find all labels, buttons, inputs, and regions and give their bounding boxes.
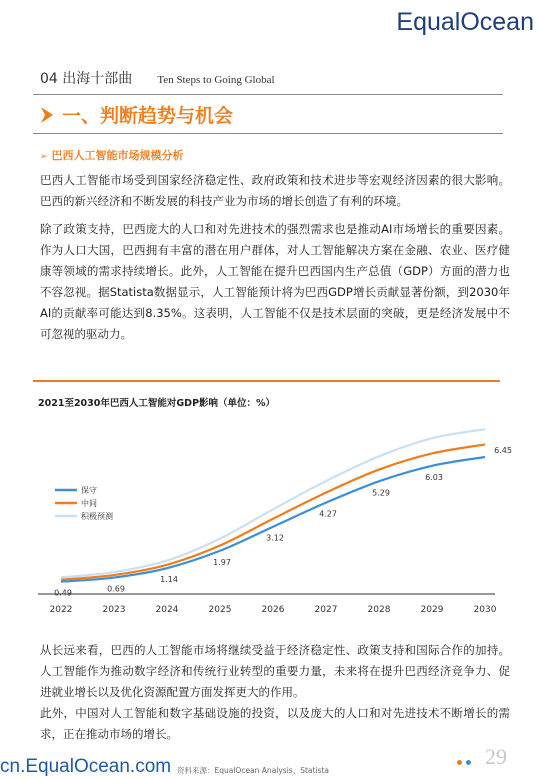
- paragraph-2: 除了政策支持，巴西庞大的人口和对先进技术的强烈需求也是推动AI市场增长的重要因素。作为人口大国，巴西拥有丰富的潜在用户群体，对人工智能解决方案在金融、农业、医疗健康等领域的需求持续增长。此外，人工智能在提升巴西国内生产总值（GDP）方面的潜力也不容忽视。据Statista数据显示，人工智能预计将为巴西GDP增长贡献显著份额，到2030年AI的贡献率可能达到8.35%。这表明，人工智能不仅是技术层面的突破，更是经济发展中不可忽视的驱动力。: [40, 222, 510, 341]
- paragraph-1: 巴西人工智能市场受到国家经济稳定性、政府政策和技术进步等宏观经济因素的很大影响。巴西的新兴经济和不断发展的科技产业为市场的增长创造了有利的环境。: [40, 173, 510, 208]
- data-label: 3.12: [266, 533, 284, 543]
- section-english-title: Ten Steps to Going Global: [157, 74, 275, 86]
- arrow-bullet-icon: ➢: [40, 152, 48, 162]
- page-number: 29: [485, 744, 507, 769]
- section-number: 04 出海十部曲: [40, 71, 133, 87]
- series-line-1: [61, 444, 485, 579]
- x-tick-label: 2024: [155, 605, 179, 615]
- equalocean-logo: EqualOcean: [396, 8, 534, 36]
- x-tick-label: 2025: [208, 605, 232, 615]
- subheading-text: 巴西人工智能市场规模分析: [51, 149, 184, 162]
- subheading: [40, 147, 184, 163]
- x-tick-label: 2027: [314, 605, 338, 615]
- footer-site-link[interactable]: cn.EqualOcean.com: [0, 756, 172, 777]
- data-label: 4.27: [319, 509, 337, 519]
- x-tick-label: 2022: [49, 605, 73, 615]
- data-label: 0.49: [54, 588, 72, 598]
- data-label: 6.03: [425, 472, 443, 482]
- data-label: 0.69: [107, 584, 125, 594]
- dot-orange-icon: [457, 760, 462, 765]
- chart-title: 2021至2030年巴西人工智能对GDP影响（单位：%）: [38, 398, 276, 409]
- paragraph-3a: 从长远来看，巴西的人工智能市场将继续受益于经济稳定性、政策支持和国际合作的加持。人工智能作为推动数字经济和传统行业转型的重要力量，未来将在提升巴西经济竞争力、促进就业增长以及优化资源配置方面发挥更大的作用。: [40, 643, 510, 699]
- top-divider: [33, 94, 503, 95]
- footer-source: 资料来源：EqualOcean Analysis、Statista: [177, 766, 329, 775]
- paragraph-3b: 此外，中国对人工智能和数字基础设施的投资，以及庞大的人口和对先进技术不断增长的需求，正在推动市场的增长。: [40, 706, 510, 741]
- x-tick-label: 2030: [473, 605, 497, 615]
- chart-svg: [33, 382, 512, 622]
- data-label: 1.97: [213, 557, 231, 567]
- page-dots: [457, 760, 471, 765]
- gdp-impact-chart: [33, 380, 512, 620]
- data-label: 1.14: [160, 575, 178, 585]
- x-tick-label: 2026: [261, 605, 285, 615]
- data-label: 6.45: [494, 446, 512, 455]
- x-tick-label: 2029: [420, 605, 444, 615]
- paragraph-3: [40, 640, 510, 745]
- series-line-2: [61, 429, 485, 577]
- legend-label: 中间: [81, 499, 97, 508]
- dot-blue-icon: [466, 760, 471, 765]
- heading-divider: [33, 133, 503, 134]
- x-tick-label: 2028: [367, 605, 391, 615]
- data-label: 5.29: [372, 488, 390, 498]
- legend-label: 保守: [81, 486, 97, 495]
- legend-label: 积极预测: [81, 512, 113, 521]
- main-heading: [40, 101, 233, 128]
- heading-text: 一、判断趋势与机会: [62, 105, 234, 127]
- x-tick-label: 2023: [102, 605, 126, 615]
- chevron-right-icon: [40, 105, 54, 125]
- section-header: [40, 68, 275, 88]
